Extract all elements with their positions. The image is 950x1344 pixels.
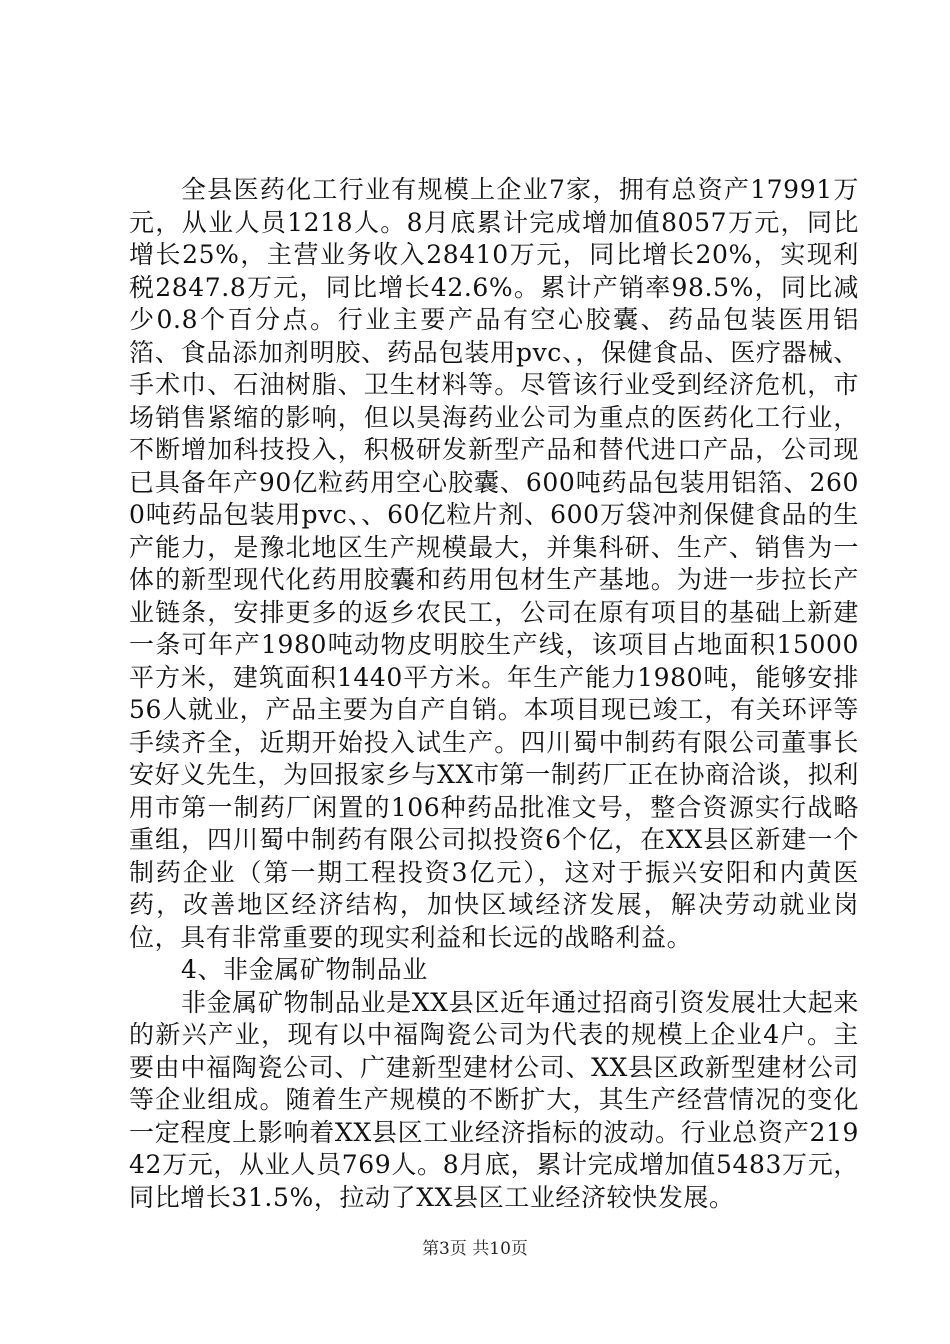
section-heading-nonmetal: 4、非金属矿物制品业 [181, 955, 428, 984]
document-body [129, 174, 859, 1214]
page-number-footer: 第3页 共10页 [422, 1239, 528, 1259]
paragraph-pharma-industry: 全县医药化工行业有规模上企业7家，拥有总资产17991万元，从业人员1218人。8月底累计完成增加值8057万元，同比增长25%，主营业务收入28410万元，同比增长20%，实现利税2847.8万元，同比增长42.6%。累计产销率98.5%，同比减少0.8个百分点。行业主要产品有空心胶囊、药品包装医用铝箔、食品添加剂明胶、药品包装用pvc、，保健食品、医疗器械、手术巾、石油树脂、卫生材料等。尽管该行业受到经济危机，市场销售紧缩的影响，但以昊海药业公司为重点的医药化工行业，不断增加科技投入，积极研发新型产品和替代进口产品，公司现已具备年产90亿粒药用空心胶囊、600吨药品包装用铝箔、2600吨药品包装用pvc、、60亿粒片剂、600万袋冲剂保健食品的生产能力，是豫北地区生产规模最大，并集科研、生产、销售为一体的新型现代化药用胶囊和药用包材生产基地。为进一步拉长产业链条，安排更多的返乡农民工，公司在原有项目的基础上新建一条可年产1980吨动物皮明胶生产线，该项目占地面积15000平方米，建筑面积1440平方米。年生产能力1980吨，能够安排56人就业，产品主要为自产自销。本项目现已竣工，有关环评等手续齐全，近期开始投入试生产。四川蜀中制药有限公司董事长安好义先生，为回报家乡与XX市第一制药厂正在协商洽谈，拟利用市第一制药厂闲置的106种药品批准文号，整合资源实行战略重组，四川蜀中制药有限公司拟投资6个亿，在XX县区新建一个制药企业（第一期工程投资3亿元），这对于振兴安阳和内黄医药，改善地区经济结构，加快区域经济发展，解决劳动就业岗位，具有非常重要的现实利益和长远的战略利益。 [129, 175, 859, 952]
paragraph-nonmetal-industry: 非金属矿物制品业是XX县区近年通过招商引资发展壮大起来的新兴产业，现有以中福陶瓷公司为代表的规模上企业4户。主要由中福陶瓷公司、广建新型建材公司、XX县区政新型建材公司等企业组成。随着生产规模的不断扩大，其生产经营情况的变化一定程度上影响着XX县区工业经济指标的波动。行业总资产21942万元，从业人员769人。8月底，累计完成增加值5483万元，同比增长31.5%，拉动了XX县区工业经济较快发展。 [129, 987, 859, 1212]
